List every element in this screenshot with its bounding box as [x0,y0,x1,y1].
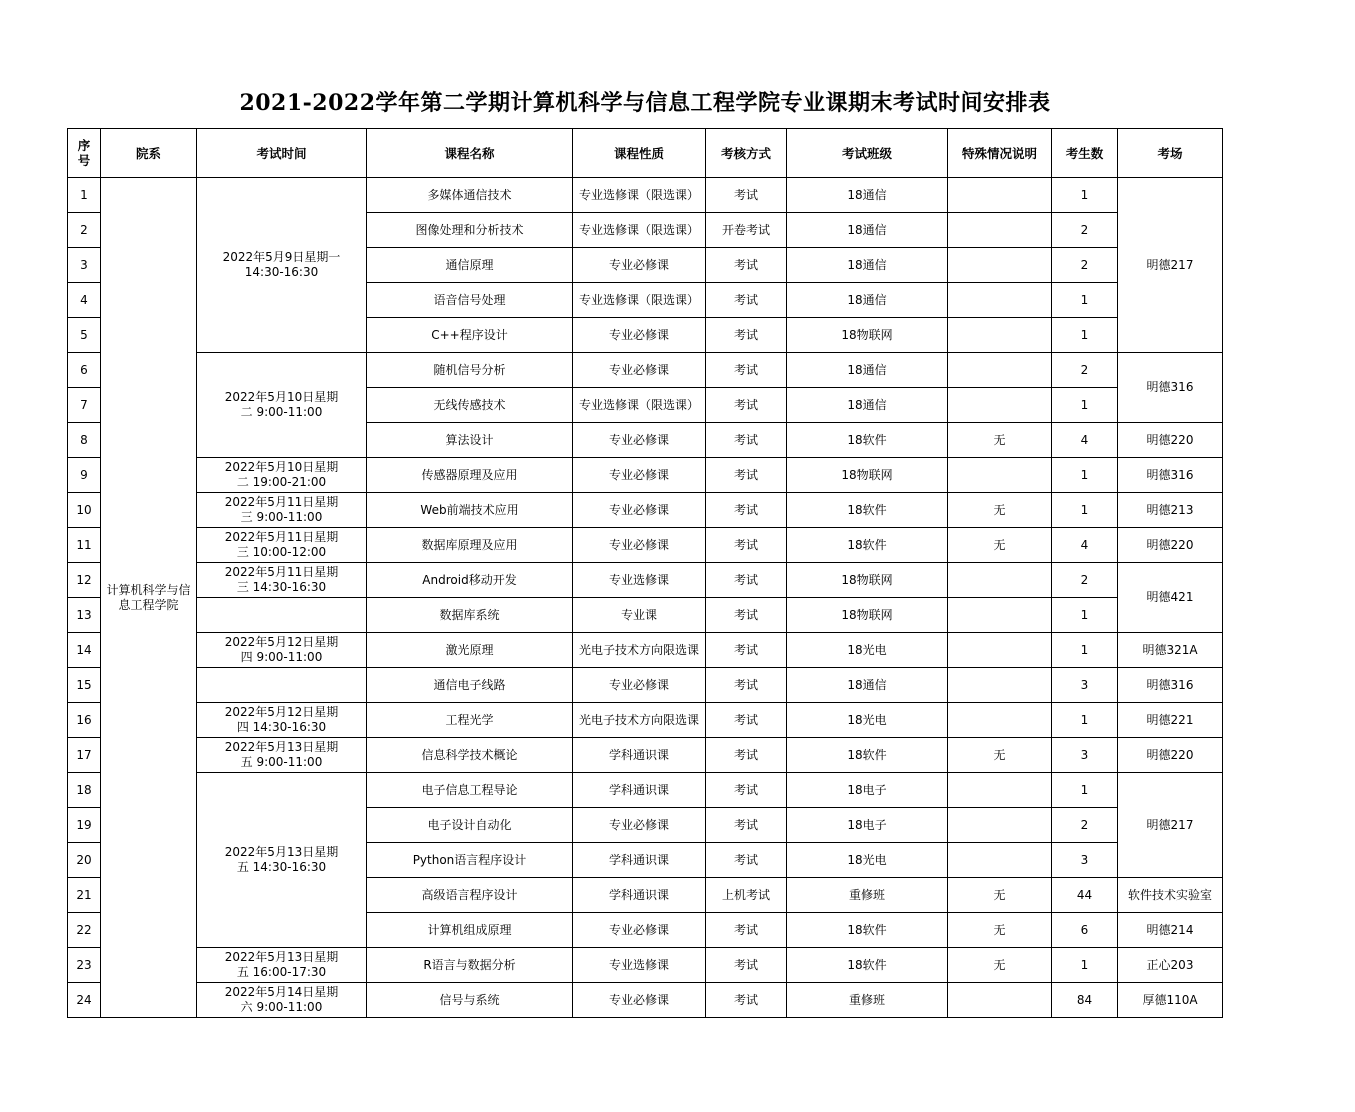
course-name-cell: 数据库系统 [367,598,573,633]
course-name-cell: 传感器原理及应用 [367,458,573,493]
course-nature-cell: 学科通识课 [573,843,706,878]
course-name-cell: 电子信息工程导论 [367,773,573,808]
course-nature-cell: 专业必修课 [573,318,706,353]
row-seq: 6 [68,353,101,388]
special-note-cell [948,668,1052,703]
row-seq: 17 [68,738,101,773]
exam-method-cell: 考试 [706,178,787,213]
exam-method-cell: 考试 [706,598,787,633]
department-cell: 计算机科学与信息工程学院 [101,178,197,1018]
table-row [68,668,1223,703]
exam-class-cell: 18通信 [787,248,948,283]
exam-class-cell: 重修班 [787,983,948,1018]
course-nature-cell: 专业必修课 [573,248,706,283]
header-seq: 序号 [68,129,101,178]
exam-time-cell: 2022年5月10日星期二 19:00-21:00 [197,458,367,493]
row-seq: 4 [68,283,101,318]
exam-room-cell: 明德217 [1118,178,1223,353]
exam-room-cell: 正心203 [1118,948,1223,983]
course-nature-cell: 专业选修课（限选课） [573,388,706,423]
student-count-cell: 1 [1052,948,1118,983]
exam-room-cell: 明德321A [1118,633,1223,668]
special-note-cell [948,353,1052,388]
header-exam-time: 考试时间 [197,129,367,178]
exam-time-cell: 2022年5月11日星期三 14:30-16:30 [197,563,367,598]
exam-method-cell: 考试 [706,283,787,318]
course-nature-cell: 学科通识课 [573,773,706,808]
course-nature-cell: 专业必修课 [573,423,706,458]
row-seq: 11 [68,528,101,563]
header-department: 院系 [101,129,197,178]
header-course-nature: 课程性质 [573,129,706,178]
student-count-cell: 3 [1052,843,1118,878]
exam-room-cell: 明德217 [1118,773,1223,878]
exam-room-cell: 明德220 [1118,738,1223,773]
course-nature-cell: 专业选修课（限选课） [573,213,706,248]
table-row [68,983,1223,1018]
course-name-cell: 电子设计自动化 [367,808,573,843]
exam-room-cell: 明德316 [1118,353,1223,423]
table-row [68,563,1223,598]
exam-class-cell: 18软件 [787,423,948,458]
course-nature-cell: 专业必修课 [573,353,706,388]
course-nature-cell: 光电子技术方向限选课 [573,633,706,668]
student-count-cell: 3 [1052,738,1118,773]
exam-method-cell: 开卷考试 [706,213,787,248]
course-nature-cell: 专业必修课 [573,983,706,1018]
student-count-cell: 1 [1052,178,1118,213]
exam-class-cell: 18通信 [787,668,948,703]
exam-class-cell: 18物联网 [787,318,948,353]
student-count-cell: 2 [1052,353,1118,388]
exam-time-cell: 2022年5月9日星期一 14:30-16:30 [197,178,367,353]
course-name-cell: R语言与数据分析 [367,948,573,983]
exam-class-cell: 18通信 [787,213,948,248]
course-nature-cell: 专业必修课 [573,913,706,948]
course-name-cell: 多媒体通信技术 [367,178,573,213]
exam-time-cell: 2022年5月14日星期六 9:00-11:00 [197,983,367,1018]
course-name-cell: 通信电子线路 [367,668,573,703]
course-name-cell: 信息科学技术概论 [367,738,573,773]
special-note-cell: 无 [948,493,1052,528]
special-note-cell [948,843,1052,878]
exam-method-cell: 考试 [706,948,787,983]
row-seq: 8 [68,423,101,458]
row-seq: 9 [68,458,101,493]
exam-room-cell: 明德220 [1118,528,1223,563]
exam-method-cell: 考试 [706,458,787,493]
exam-class-cell: 重修班 [787,878,948,913]
special-note-cell [948,178,1052,213]
table-row [68,773,1223,808]
row-seq: 13 [68,598,101,633]
student-count-cell: 1 [1052,598,1118,633]
row-seq: 10 [68,493,101,528]
course-name-cell: 数据库原理及应用 [367,528,573,563]
row-seq: 14 [68,633,101,668]
exam-time-cell: 2022年5月10日星期二 9:00-11:00 [197,353,367,458]
row-seq: 7 [68,388,101,423]
special-note-cell: 无 [948,738,1052,773]
exam-method-cell: 考试 [706,563,787,598]
special-note-cell: 无 [948,878,1052,913]
row-seq: 18 [68,773,101,808]
exam-time-cell: 2022年5月12日星期四 9:00-11:00 [197,633,367,668]
exam-room-cell: 明德316 [1118,668,1223,703]
exam-time-cell: 2022年5月13日星期五 16:00-17:30 [197,948,367,983]
course-nature-cell: 光电子技术方向限选课 [573,703,706,738]
exam-time-cell: 2022年5月11日星期三 10:00-12:00 [197,528,367,563]
header-student-count: 考生数 [1052,129,1118,178]
exam-room-cell: 明德214 [1118,913,1223,948]
course-nature-cell: 专业选修课（限选课） [573,178,706,213]
row-seq: 16 [68,703,101,738]
special-note-cell: 无 [948,948,1052,983]
exam-class-cell: 18物联网 [787,563,948,598]
special-note-cell [948,808,1052,843]
exam-method-cell: 考试 [706,353,787,388]
table-row [68,353,1223,388]
course-nature-cell: 专业课 [573,598,706,633]
exam-room-cell: 明德316 [1118,458,1223,493]
table-row [68,528,1223,563]
header-row [68,129,1223,178]
student-count-cell: 84 [1052,983,1118,1018]
course-name-cell: 无线传感技术 [367,388,573,423]
exam-time-cell: 2022年5月13日星期五 14:30-16:30 [197,773,367,948]
exam-time-cell: 2022年5月11日星期三 9:00-11:00 [197,493,367,528]
exam-class-cell: 18物联网 [787,598,948,633]
course-nature-cell: 专业选修课 [573,563,706,598]
exam-class-cell: 18软件 [787,493,948,528]
exam-method-cell: 考试 [706,528,787,563]
header-exam-class: 考试班级 [787,129,948,178]
table-row [68,703,1223,738]
exam-class-cell: 18软件 [787,738,948,773]
student-count-cell: 2 [1052,563,1118,598]
special-note-cell: 无 [948,528,1052,563]
course-nature-cell: 专业必修课 [573,458,706,493]
special-note-cell [948,703,1052,738]
course-name-cell: 工程光学 [367,703,573,738]
exam-class-cell: 18电子 [787,773,948,808]
row-seq: 21 [68,878,101,913]
exam-method-cell: 考试 [706,248,787,283]
row-seq: 5 [68,318,101,353]
course-nature-cell: 专业选修课 [573,948,706,983]
course-nature-cell: 专业必修课 [573,528,706,563]
student-count-cell: 1 [1052,493,1118,528]
row-seq: 23 [68,948,101,983]
table-row [68,598,1223,633]
header-course-name: 课程名称 [367,129,573,178]
student-count-cell: 1 [1052,633,1118,668]
special-note-cell [948,563,1052,598]
row-seq: 19 [68,808,101,843]
special-note-cell [948,773,1052,808]
table-row [68,738,1223,773]
course-name-cell: C++程序设计 [367,318,573,353]
header-exam-method: 考核方式 [706,129,787,178]
course-name-cell: 语音信号处理 [367,283,573,318]
special-note-cell [948,983,1052,1018]
exam-method-cell: 考试 [706,388,787,423]
student-count-cell: 6 [1052,913,1118,948]
course-name-cell: 图像处理和分析技术 [367,213,573,248]
exam-class-cell: 18软件 [787,948,948,983]
exam-schedule-table [67,128,1223,1018]
exam-method-cell: 考试 [706,738,787,773]
row-seq: 24 [68,983,101,1018]
special-note-cell [948,388,1052,423]
table-row [68,493,1223,528]
special-note-cell [948,213,1052,248]
course-name-cell: Python语言程序设计 [367,843,573,878]
student-count-cell: 3 [1052,668,1118,703]
student-count-cell: 4 [1052,528,1118,563]
course-nature-cell: 专业必修课 [573,668,706,703]
exam-class-cell: 18光电 [787,843,948,878]
exam-room-cell: 明德421 [1118,563,1223,633]
exam-method-cell: 考试 [706,773,787,808]
special-note-cell [948,248,1052,283]
student-count-cell: 44 [1052,878,1118,913]
exam-class-cell: 18通信 [787,388,948,423]
exam-method-cell: 考试 [706,318,787,353]
student-count-cell: 2 [1052,248,1118,283]
exam-class-cell: 18物联网 [787,458,948,493]
exam-room-cell: 明德221 [1118,703,1223,738]
course-name-cell: 高级语言程序设计 [367,878,573,913]
exam-method-cell: 考试 [706,423,787,458]
exam-time-cell: 2022年5月12日星期四 14:30-16:30 [197,703,367,738]
special-note-cell [948,318,1052,353]
exam-class-cell: 18光电 [787,703,948,738]
special-note-cell [948,633,1052,668]
exam-time-cell: 2022年5月13日星期五 9:00-11:00 [197,738,367,773]
student-count-cell: 1 [1052,283,1118,318]
row-seq: 15 [68,668,101,703]
row-seq: 22 [68,913,101,948]
exam-method-cell: 考试 [706,913,787,948]
row-seq: 1 [68,178,101,213]
special-note-cell [948,458,1052,493]
course-nature-cell: 学科通识课 [573,738,706,773]
exam-method-cell: 考试 [706,703,787,738]
student-count-cell: 4 [1052,423,1118,458]
page-title: 2021-2022学年第二学期计算机科学与信息工程学院专业课期末考试时间安排表 [239,90,1051,116]
course-name-cell: 算法设计 [367,423,573,458]
exam-class-cell: 18软件 [787,528,948,563]
exam-method-cell: 考试 [706,633,787,668]
exam-class-cell: 18通信 [787,178,948,213]
exam-method-cell: 考试 [706,843,787,878]
table-row [68,633,1223,668]
special-note-cell: 无 [948,423,1052,458]
course-nature-cell: 专业选修课（限选课） [573,283,706,318]
row-seq: 12 [68,563,101,598]
course-name-cell: 随机信号分析 [367,353,573,388]
course-nature-cell: 专业必修课 [573,493,706,528]
exam-method-cell: 考试 [706,493,787,528]
exam-method-cell: 考试 [706,808,787,843]
exam-class-cell: 18电子 [787,808,948,843]
row-seq: 20 [68,843,101,878]
course-nature-cell: 专业必修课 [573,808,706,843]
student-count-cell: 2 [1052,213,1118,248]
course-name-cell: Web前端技术应用 [367,493,573,528]
row-seq: 2 [68,213,101,248]
table-row [68,458,1223,493]
header-special-note: 特殊情况说明 [948,129,1052,178]
row-seq: 3 [68,248,101,283]
student-count-cell: 2 [1052,808,1118,843]
exam-time-cell [197,668,367,703]
exam-class-cell: 18通信 [787,283,948,318]
course-name-cell: 计算机组成原理 [367,913,573,948]
exam-room-cell: 厚德110A [1118,983,1223,1018]
exam-class-cell: 18软件 [787,913,948,948]
course-name-cell: 激光原理 [367,633,573,668]
table-row [68,178,1223,213]
exam-method-cell: 上机考试 [706,878,787,913]
course-name-cell: 信号与系统 [367,983,573,1018]
table-body [68,178,1223,1018]
student-count-cell: 1 [1052,388,1118,423]
course-nature-cell: 学科通识课 [573,878,706,913]
exam-class-cell: 18通信 [787,353,948,388]
exam-room-cell: 明德213 [1118,493,1223,528]
student-count-cell: 1 [1052,703,1118,738]
special-note-cell [948,283,1052,318]
course-name-cell: Android移动开发 [367,563,573,598]
student-count-cell: 1 [1052,318,1118,353]
header-exam-room: 考场 [1118,129,1223,178]
student-count-cell: 1 [1052,773,1118,808]
exam-method-cell: 考试 [706,668,787,703]
special-note-cell [948,598,1052,633]
exam-method-cell: 考试 [706,983,787,1018]
course-name-cell: 通信原理 [367,248,573,283]
student-count-cell: 1 [1052,458,1118,493]
table-row [68,948,1223,983]
exam-room-cell: 软件技术实验室 [1118,878,1223,913]
exam-class-cell: 18光电 [787,633,948,668]
special-note-cell: 无 [948,913,1052,948]
exam-time-cell [197,598,367,633]
exam-room-cell: 明德220 [1118,423,1223,458]
